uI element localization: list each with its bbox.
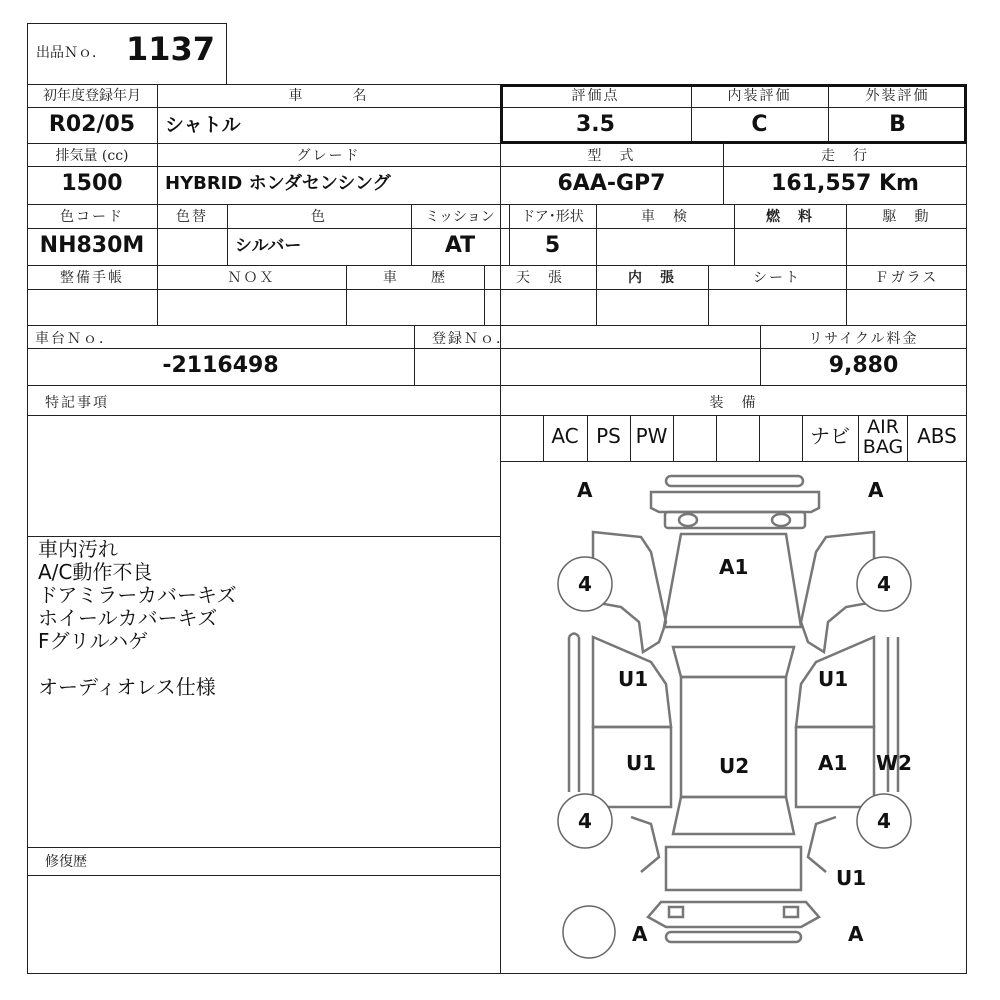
glass-label: Ｆガラス	[874, 270, 939, 286]
remark-line: Fグリルハゲ	[38, 629, 149, 653]
airbag-line: AIR	[867, 416, 899, 438]
mark-left-front-door: U1	[618, 667, 649, 691]
mission-value: AT	[444, 233, 476, 258]
model-label: 型 式	[587, 148, 636, 164]
grade-label: グレード	[296, 148, 361, 164]
equip-ps: PS	[596, 424, 621, 448]
special-label: 特記事項	[45, 395, 109, 411]
remark-line: ドアミラーカバーキズ	[38, 583, 237, 607]
mark-right-rear-door: A1	[818, 751, 848, 775]
recycle-value: 9,880	[828, 353, 899, 378]
mark-right-quarter: W2	[876, 751, 912, 775]
repaint-label: 色替	[176, 209, 208, 225]
interior-trim-label: 内 張	[628, 270, 676, 286]
score-label: 評価点	[571, 88, 620, 104]
equipment-label: 装 備	[709, 395, 758, 411]
equip-ac: AC	[551, 424, 579, 448]
model-value: 6AA-GP7	[557, 171, 666, 196]
seat-label: シート	[753, 270, 801, 286]
car-damage-diagram	[501, 462, 966, 973]
equip-airbag	[862, 417, 904, 457]
mark-left-rear-wheel: 4	[578, 809, 592, 833]
first-reg-label: 初年度登録年月	[43, 88, 141, 104]
interior-label: 内装評価	[727, 88, 792, 104]
grade-value: HYBRID ホンダセンシング	[165, 173, 391, 194]
equip-navi: ナビ	[810, 424, 850, 448]
airbag-line: BAG	[862, 436, 904, 458]
remark-line	[38, 653, 493, 676]
equip-abs: ABS	[917, 424, 957, 448]
displacement-value: 1500	[61, 171, 123, 196]
mark-roof: U2	[719, 754, 750, 778]
mission-label: ミッション	[425, 209, 495, 225]
ceiling-label: 天 張	[516, 270, 564, 286]
repair-label: 修復歴	[45, 854, 87, 870]
mark-right-rear-wheel: 4	[877, 809, 891, 833]
lot-label: 出品Ｎｏ．	[36, 45, 106, 61]
fuel-label: 燃 料	[766, 209, 814, 225]
maintenance-label: 整備手帳	[60, 270, 124, 286]
mileage-value: 161,557 Km	[771, 171, 919, 196]
mark-right-front-door: U1	[818, 667, 849, 691]
color-value: シルバー	[235, 236, 302, 256]
mark-left-front-wheel: 4	[578, 572, 592, 596]
recycle-label: リサイクル料金	[808, 331, 919, 347]
remark-line: ホイールカバーキズ	[38, 606, 218, 630]
mark-left-rear-door: U1	[626, 751, 657, 775]
color-code-label: 色コード	[60, 209, 124, 225]
mileage-label: 走 行	[821, 148, 869, 164]
chassis-value: -2116498	[162, 353, 279, 378]
displacement-label: 排気量 (cc)	[55, 148, 129, 164]
mark-front-left-corner: A	[577, 478, 593, 502]
mark-rear-right-panel: U1	[836, 866, 867, 890]
car-name-value: シャトル	[165, 114, 241, 136]
remarks-list	[38, 538, 493, 699]
doors-value: 5	[544, 233, 561, 258]
mark-rear-left-corner: A	[632, 922, 648, 946]
mark-hood: A1	[719, 555, 749, 579]
remark-line: オーディオレス仕様	[38, 675, 216, 699]
color-code-value: NH830M	[39, 233, 145, 258]
lot-box	[27, 23, 227, 84]
chassis-label: 車台Ｎｏ．	[35, 331, 115, 347]
lot-number: 1137	[126, 30, 216, 68]
doors-label: ドア･形状	[521, 209, 584, 225]
history-label: 車 歴	[383, 270, 447, 286]
mark-rear-right-corner: A	[848, 922, 864, 946]
color-label: 色	[311, 209, 327, 225]
drive-label: 駆 動	[882, 209, 931, 225]
exterior-label: 外装評価	[865, 88, 930, 104]
remark-line: A/C動作不良	[38, 560, 153, 584]
mark-front-right-corner: A	[868, 478, 884, 502]
car-name-label: 車 名	[288, 88, 369, 104]
nox-label: ＮＯＸ	[227, 270, 276, 286]
equip-pw: PW	[635, 424, 668, 448]
mark-right-front-wheel: 4	[877, 572, 891, 596]
remark-line: 車内汚れ	[38, 537, 118, 561]
interior-value: C	[751, 112, 768, 137]
exterior-value: B	[889, 112, 906, 137]
registration-label: 登録Ｎｏ．	[432, 331, 512, 347]
score-value: 3.5	[576, 112, 615, 137]
first-reg-value: R02/05	[48, 112, 136, 137]
inspection-label: 車 検	[641, 209, 689, 225]
